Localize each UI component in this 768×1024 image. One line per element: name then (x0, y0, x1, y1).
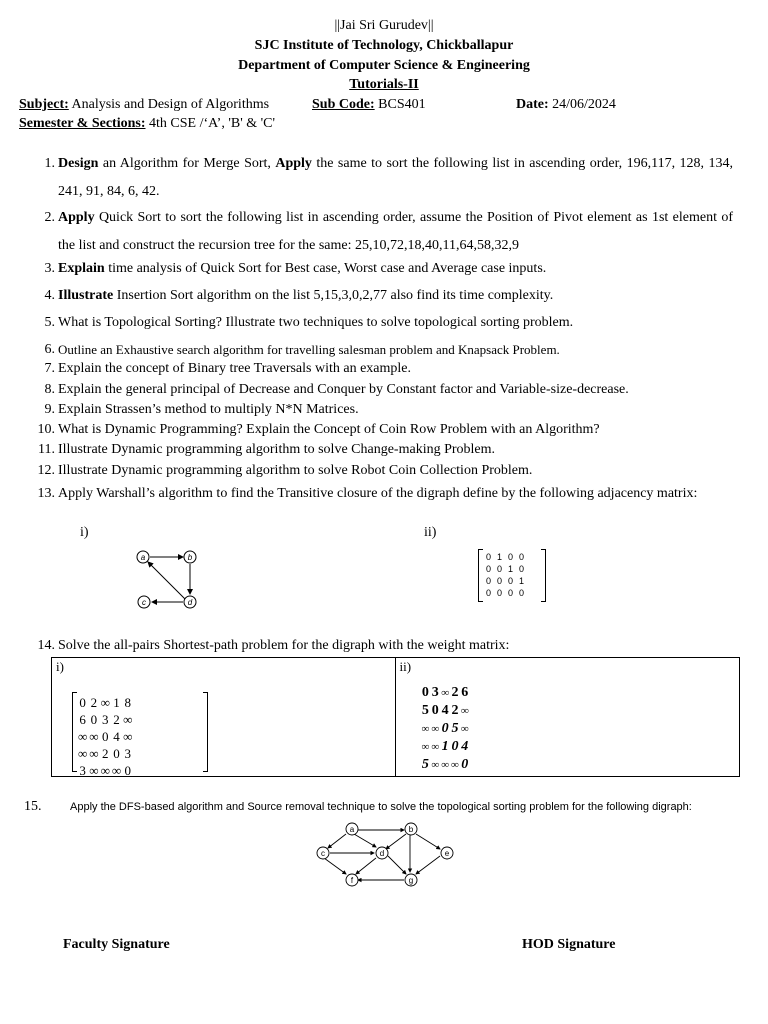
date-value: 24/06/2024 (548, 97, 616, 112)
question-number: 8. (44, 382, 55, 397)
question-text: What is Topological Sorting? Illustrate two techniques to solve topological sorting problem. (58, 315, 574, 330)
hod-signature: HOD Signature (522, 937, 616, 952)
q14-matrix-ii (420, 683, 471, 775)
q13-part-i-label: i) (80, 525, 89, 540)
question-text: an Algorithm for Merge Sort, (98, 156, 276, 171)
subject-value: Analysis and Design of Algorithms (68, 97, 270, 112)
q13-adjacency-matrix: 0 1 0 0 0 0 1 0 0 0 0 1 0 0 0 0 (478, 549, 546, 602)
matrix-cell: ∞ (100, 763, 110, 778)
node-b-label: b (187, 553, 193, 562)
node-d-label: d (187, 598, 193, 607)
matrix-cell: ∞ (460, 723, 469, 735)
semester-line (19, 116, 275, 132)
question-text: Outline an Exhaustive search algorithm for travelling salesman problem and Knapsack Problem. (58, 342, 560, 357)
question-text: the same to sort the following list in ascending order, 196,117, 128, 134, 241, 91, 84, 6, 42. (58, 156, 733, 199)
question-15-number: 15. (24, 799, 42, 814)
node-a-label: a (349, 825, 355, 834)
matrix-cell: ∞ (441, 687, 450, 699)
node-c-label: c (142, 598, 146, 607)
matrix-cell: 8 (124, 695, 132, 710)
matrix-row (422, 739, 469, 755)
question-number: 3. (44, 261, 55, 276)
matrix-cell: 0 (113, 746, 120, 761)
question-keyword: Apply (275, 156, 312, 171)
node-c-label: c (321, 849, 325, 858)
matrix-cell: ∞ (431, 759, 440, 771)
matrix-cell: 2 (113, 712, 120, 727)
question-text: Explain the concept of Binary tree Traversals with an example. (58, 361, 412, 376)
matrix-cell: ∞ (78, 746, 88, 761)
matrix-cell: 0 (451, 739, 459, 754)
matrix-cell: 5 (421, 703, 429, 718)
matrix-row (422, 757, 469, 773)
matrix-cell: ∞ (421, 723, 430, 735)
q13-digraph (128, 544, 218, 614)
matrix-cell: 1 (113, 695, 120, 710)
q14-cell-i (52, 658, 396, 777)
question-number: 12. (37, 463, 55, 478)
semester-label: Semester & Sections: (19, 116, 146, 131)
question-text: Explain Strassen’s method to multiply N*N Matrices. (58, 402, 359, 417)
q14-part-i-label: i) (56, 659, 64, 674)
matrix-cell: ∞ (123, 712, 133, 727)
matrix-cell: ∞ (431, 741, 440, 753)
matrix-cell: 0 (124, 763, 132, 778)
question-13 (20, 484, 733, 524)
matrix-cell: 6 (79, 712, 86, 727)
matrix-cell: ∞ (123, 729, 133, 744)
matrix-cell: 0 (431, 703, 439, 718)
question-number: 7. (44, 361, 55, 376)
node-d-label: d (379, 849, 385, 858)
faculty-signature: Faculty Signature (63, 937, 170, 952)
q14-matrix-i (72, 692, 208, 778)
question-number: 13. (37, 486, 55, 501)
question-number: 14. (37, 638, 55, 653)
question-keyword: Illustrate (58, 288, 114, 303)
matrix-cell: 4 (461, 739, 469, 754)
node-b-label: b (408, 825, 414, 834)
matrix-cell: 2 (451, 685, 459, 700)
matrix-row (78, 746, 132, 761)
matrix-cell: 0 (79, 695, 86, 710)
subcode-value: BCS401 (374, 97, 426, 112)
question-keyword: Apply (58, 210, 95, 225)
subject-line (19, 97, 269, 113)
question-text: Quick Sort to sort the following list in ascending order, assume the Position of Pivot element as 1st element of the list and construct the recursion tree for the same: 25,10,72,18,40,11,64,58,32,9 (58, 210, 733, 253)
matrix-cell: 1 (441, 739, 449, 754)
node-a-label: a (140, 553, 146, 562)
node-g-label: g (408, 876, 414, 885)
question-text: time analysis of Quick Sort for Best case, Worst case and Average case inputs. (104, 261, 547, 276)
matrix-cell: 3 (79, 763, 86, 778)
subcode-line (312, 97, 426, 113)
q14-cell-ii (395, 658, 740, 777)
question-number: 10. (37, 422, 55, 437)
q14-matrix-table (51, 657, 740, 777)
question-text: What is Dynamic Programming? Explain the Concept of Coin Row Problem with an Algorithm? (58, 422, 600, 437)
question-number: 4. (44, 288, 55, 303)
matrix-cell: ∞ (89, 763, 99, 778)
matrix-cell: 0 (461, 757, 469, 772)
q14-part-ii-label: ii) (399, 659, 412, 674)
question-number: 2. (44, 210, 55, 225)
matrix-cell: ∞ (78, 729, 88, 744)
matrix-row (78, 763, 132, 778)
matrix-cell: ∞ (441, 759, 450, 771)
subject-label: Subject: (19, 97, 69, 112)
question-keyword: Design (58, 156, 99, 171)
question-number: 9. (44, 402, 55, 417)
question-1 (20, 150, 733, 206)
matrix-cell: ∞ (460, 705, 469, 717)
matrix-row (422, 703, 469, 719)
matrix-cell: 0 (90, 712, 98, 727)
matrix-cell: ∞ (89, 729, 99, 744)
matrix-row (78, 729, 132, 744)
q13-part-ii-label: ii) (424, 525, 437, 540)
matrix-cell: ∞ (421, 741, 430, 753)
matrix-cell: 2 (451, 703, 459, 718)
matrix-cell: 0 (421, 685, 429, 700)
semester-value: 4th CSE /‘A’, 'B' & 'C' (145, 116, 275, 131)
question-text: Insertion Sort algorithm on the list 5,15,3,0,2,77 also find its time complexity. (113, 288, 554, 303)
matrix-cell: 3 (431, 685, 439, 700)
matrix-cell: 2 (101, 746, 109, 761)
institute-name: SJC Institute of Technology, Chickballapur (254, 38, 514, 53)
matrix-cell: 5 (421, 757, 429, 772)
date-label: Date: (516, 97, 549, 112)
matrix-cell: 5 (451, 721, 459, 736)
matrix-cell: 6 (461, 685, 469, 700)
question-text: Solve the all-pairs Shortest-path problem for the digraph with the weight matrix: (58, 638, 510, 653)
question-number: 6. (44, 342, 55, 357)
matrix-row (78, 695, 132, 710)
question-text: Apply Warshall’s algorithm to find the Transitive closure of the digraph define by the following adjacency matrix: (58, 486, 698, 501)
date-line (516, 97, 616, 113)
matrix-row (422, 685, 469, 701)
matrix-cell: ∞ (100, 695, 110, 710)
question-text: Illustrate Dynamic programming algorithm to solve Robot Coin Collection Problem. (58, 463, 533, 478)
matrix-cell: 3 (124, 746, 132, 761)
node-e-label: e (444, 849, 450, 858)
question-2 (20, 204, 733, 260)
matrix-row (78, 712, 132, 727)
edge-d-a (148, 562, 185, 599)
matrix-cell: ∞ (451, 759, 459, 771)
matrix-cell: 0 (441, 721, 449, 736)
question-number: 11. (38, 442, 55, 457)
question-number: 1. (44, 156, 55, 171)
matrix-cell: 4 (113, 729, 120, 744)
question-number: 5. (44, 315, 55, 330)
question-text: Illustrate Dynamic programming algorithm to solve Change-making Problem. (58, 442, 496, 457)
matrix-row (422, 721, 469, 737)
matrix-cell: 2 (90, 695, 98, 710)
subcode-label: Sub Code: (312, 97, 375, 112)
matrix-cell: ∞ (111, 763, 122, 778)
matrix-cell: 0 (101, 729, 109, 744)
matrix-cell: ∞ (89, 746, 99, 761)
q15-digraph (310, 818, 460, 892)
matrix-cell: 3 (101, 712, 109, 727)
invocation: ||Jai Sri Gurudev|| (334, 18, 434, 33)
tutorial-title: Tutorials-II (349, 77, 419, 92)
question-keyword: Explain (58, 261, 105, 276)
question-15-text: Apply the DFS-based algorithm and Source removal technique to solve the topological sorting problem for the following digraph: (70, 801, 692, 813)
question-text: Explain the general principal of Decrease and Conquer by Constant factor and Variable-size-decrease. (58, 382, 629, 397)
department-name: Department of Computer Science & Engineering (238, 58, 530, 73)
matrix-cell: 4 (441, 703, 449, 718)
node-f-label: f (350, 876, 354, 885)
matrix-cell: ∞ (431, 723, 440, 735)
